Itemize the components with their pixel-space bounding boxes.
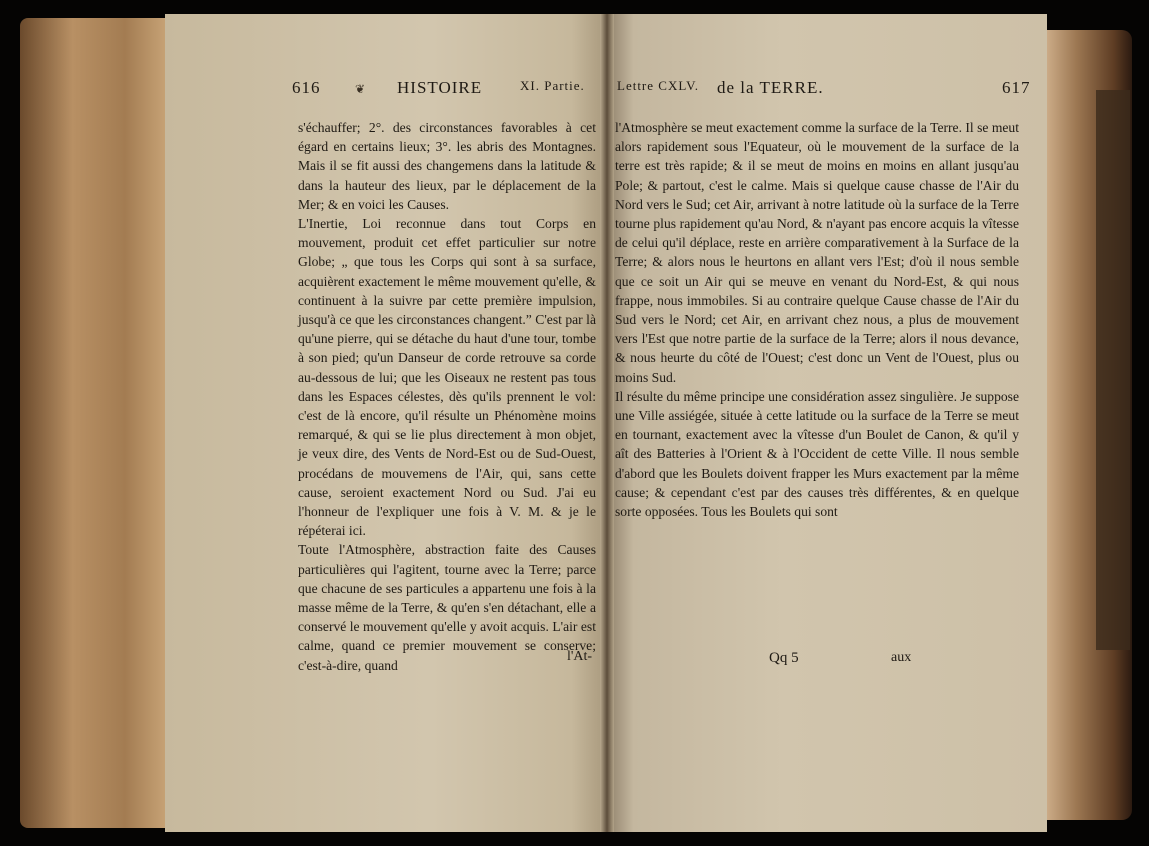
book-cover-edge bbox=[1096, 90, 1130, 650]
left-page bbox=[165, 14, 607, 832]
book-gutter bbox=[600, 14, 614, 832]
left-page-edges bbox=[20, 18, 170, 828]
right-catchword: aux bbox=[891, 650, 912, 665]
right-running-title: de la TERRE. bbox=[717, 78, 824, 97]
left-page-body: s'échauffer; 2°. des circonstances favorables à cet égard en certains lieux; 3°. les abris des Montagnes. Mais il se fit aussi des changemens dans la latitude & dans la hauteur des lieux, par le déplacement de la Mer; & en voici les Causes. L'Inertie, Loi reconnue dans tout Corps en mouvement, produit cet effet particulier sur notre Globe; „ que tous les Corps qui sont à sa surface, acquièrent exactement le même mouvement qu'elle, & continuent à la suivre par cette première impulsion, jusqu'à ce que les circonstances changent.” C'est par là qu'une pierre, qui se détache du haut d'une tour, tombe à son pied; qu'un Danseur de corde retrouve sa corde au-dessous de lui; que les Oiseaux ne restent pas tous dans les Espaces célestes, dès qu'ils prennent le vol: c'est de là encore, qu'il résulte un Phénomène moins remarqué, & qui se lie plus directement à mon objet, je veux dire, des Vents de Nord-Est ou de Sud-Ouest, procédans de mouvemens de l'Air, qui, sans cette cause, seroient exactement Nord ou Sud. J'ai eu l'honneur de l'expliquer une fois à V. M. & je le répéterai ici. Toute l'Atmosphère, abstraction faite des Causes particulières qui l'agitent, tourne avec la Terre; parce que chacune de ses particules a appartenu une fois à la masse même de la Terre, & qu'en s'en détachant, elle a conservé le mouvement qu'elle y avoit acquis. L'air est calme, quand ce premier mouvement se conserve; c'est-à-dire, quand bbox=[298, 120, 596, 673]
signature-mark: Qq 5 bbox=[769, 650, 799, 666]
left-catchword: l'At- bbox=[567, 649, 593, 664]
right-page bbox=[607, 14, 1047, 832]
left-running-title: HISTOIRE bbox=[397, 78, 483, 97]
right-page-number: 617 bbox=[1002, 78, 1031, 97]
left-part-label: XI. Partie. bbox=[520, 78, 585, 93]
left-page-number: 616 bbox=[292, 78, 321, 97]
ornament-icon: ❦ bbox=[355, 82, 366, 96]
right-page-body: l'Atmosphère se meut exactement comme la surface de la Terre. Il se meut alors rapidement sous l'Equateur, où le mouvement de la surface de la terre est très rapide; & il se meut de moins en moins en allant jusqu'au Pole; & partout, c'est le calme. Mais si quelque cause chasse de l'Air du Nord vers le Sud; cet Air, arrivant à notre latitude où la surface de la Terre tourne plus rapidement qu'au Nord, & n'ayant pas encore acquis la vîtesse de celui qu'il déplace, reste en arrière comparativement à la Surface de la Terre; & alors nous le heurtons en allant vers l'Est; d'où il nous semble que ce soit un Air qui se meuve en venant du Nord-Est, & qui nous frappe, nous immobiles. Si au contraire quelque Cause chasse de l'Air du Sud vers le Nord; cet Air, en arrivant chez nous, a plus de mouvement vers l'Est que notre partie de la surface de la Terre; alors il nous devance, & nous heurte du côté de l'Ouest; c'est donc un Vent de l'Ouest, plus ou moins Sud. Il résulte du même principe une considération assez singulière. Je suppose une Ville assiégée, située à cette latitude ou la surface de la Terre se meut en tournant, exactement avec la vîtesse d'un Boulet de Canon, & qu'il y aît des Batteries à l'Orient & à l'Occident de cette Ville. Il nous semble d'abord que les Boulets doivent frapper les Murs exactement par la même cause; & cependant c'est par des causes très différentes, & en quelque sorte opposées. Tous les Boulets qui sont bbox=[615, 120, 1019, 520]
right-letter-label: Lettre CXLV. bbox=[617, 78, 700, 93]
